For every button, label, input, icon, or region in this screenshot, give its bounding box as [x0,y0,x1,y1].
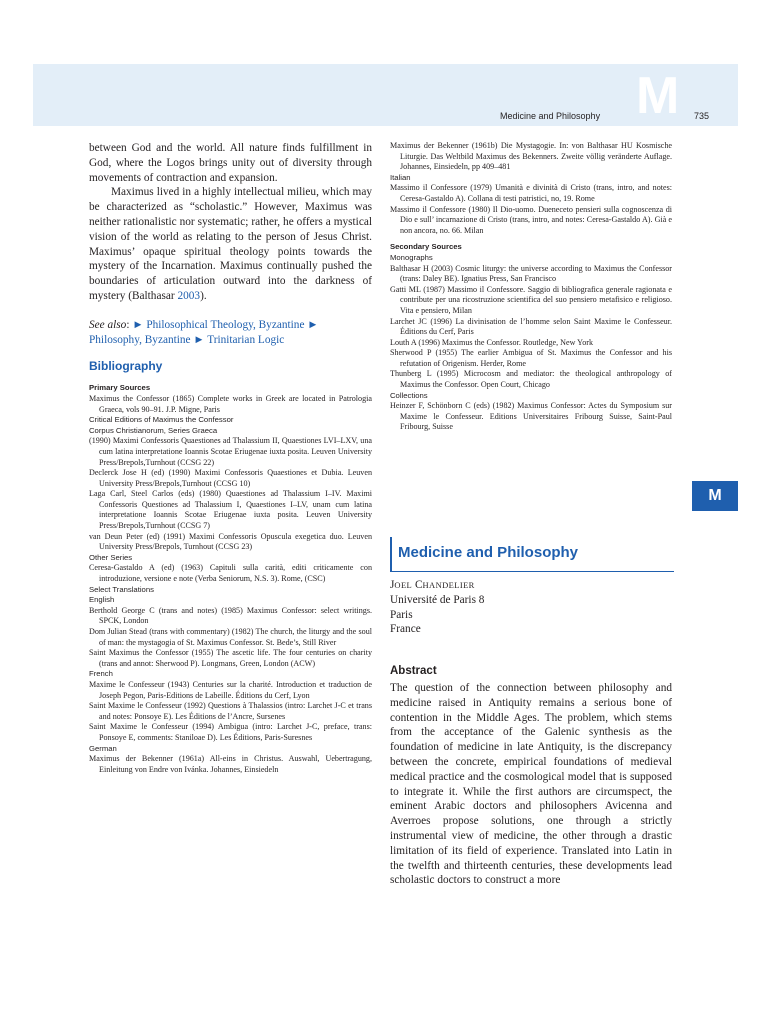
section-letter: M [636,67,680,125]
reference-entry: Maximus der Bekenner (1961a) All-eins in Christus. Auswahl, Uebertragung, Einleitung von Endre von Ivánka. Johannes, Einsiedeln [89,754,372,774]
author-country: France [390,623,421,636]
paragraph-text: Maximus lived in a highly intellectual milieu, which may be characterized as “scholastic.” However, Maximus was neither rationalistic nor systematic; rather, he offers a mystical vision of the world as relating to the person of Jesus Christ. Maximus’ opaque spiritual theology points towards the mystery of the Incarnation. Maximus continually pushed the boundaries of articulation outward into the darkness of mystery (Balthasar [89,186,372,302]
subheading: English [89,595,115,605]
reference-entry: Saint Maxime le Confesseur (1994) Ambigua (intro: Larchet J-C, preface, trans: Ponsoye E, comments: Staniloae D). Les Éditions, Paris-Suresnes [89,722,372,742]
subheading: Italian [390,172,411,182]
author-initial: C [414,579,423,591]
bibliography-heading: Bibliography [89,359,163,374]
reference-entry: Ceresa-Gastaldo A (ed) (1963) Capituli sulla carità, editi criticamente con introduzione, versione e note (Verba Seniorum, N.S. 3). Rome, (CSC) [89,563,372,584]
see-also-link[interactable]: ► Philosophy, Byzantine [89,318,319,346]
running-title: Medicine and Philosophy [500,111,601,121]
entry-title: Medicine and Philosophy [398,544,579,561]
reference-entry: Heinzer F, Schönborn C (eds) (1982) Maximus Confessor: Actes du Symposium sur Maxime le Confesseur. Editions Universitaires Fribourg Suisse, Saint-Paul Fribourg, Suisse [390,401,672,432]
reference-entry: Saint Maximus the Confessor (1955) The ascetic life. The four centuries on charity (trans and annot: Sherwood P). Longmans, Green, London (ACW) [89,648,372,668]
reference-entry: Massimo il Confessore (1979) Umanità e divinità di Cristo (trans, intro, and notes: Ceresa-Gastaldo A). Collana di testi patristici, no, 19. Rome [390,183,672,203]
subheading: Other Series [89,552,133,562]
subheading: German [89,743,117,753]
abstract-body [390,681,672,888]
page-number: 735 [694,111,710,121]
see-also-link[interactable]: ► Philosophical Theology, Byzantine [132,318,305,331]
reference-entry: Saint Maxime le Confesseur (1992) Questions à Thalassios (intro: Larchet J-C et trans and notes: Ponsoye E). Les Éditions de l’Ancre, Sursenes [89,701,372,721]
reference-entry: Larchet JC (1996) La divinisation de l’homme selon Saint Maxime le Confesseur. Éditions du Cerf, Paris [390,316,672,337]
reference-entry: Maximus the Confessor (1865) Complete works in Greek are located in Patrologia Graeca, vols 90–91. J.P. Migne, Paris [89,393,372,414]
reference-entry: Laga Carl, Steel Carlos (eds) (1980) Quaestiones ad Thalassium I–IV. Maximi Confessoris Questiones ad Thalassium I, Quaestiones I–LV, unam cum latina interpretatione Ioannis Scotae Eriugenae iuxta posita. Leuven University Press/Brepols,Turnhout (CCSG 7) [89,489,372,531]
reference-entry: Maxime le Confesseur (1943) Centuries sur la charité. Introduction et traduction de Joseph Pegon, Paris-Editions de Labeille. Éditions du Cerf, Lyon [89,679,372,700]
side-tab-letter: M [692,481,738,511]
subheading: Collections [390,390,428,400]
subheading: Monographs [390,252,433,262]
reference-entry: Gatti ML (1987) Massimo il Confessore. Saggio di bibliografica generale ragionata e contribute per una ricostruzione scientifica del suo pensiero metafisico e religioso. Vita e pensiero, Milan [390,284,672,315]
paragraph-text: ). [200,289,207,302]
reference-entry: Balthasar H (2003) Cosmic liturgy: the universe according to Maximus the Confessor (trans: Daley BE). Ignatius Press, San Francisco [390,263,672,284]
reference-entry: Thunberg L (1995) Microcosm and mediator: the theological anthropology of Maximus the Confessor. Open Court, Chicago [390,369,672,390]
reference-entry: Massimo il Confessore (1980) Il Dio-uomo. Dueneceto pensieri sulla cognoscenza di Dio e sull’ incarnazione di Cristo (trans, intro, and notes: Ceresa-Gastaldo A). Già e non ancora, no. 66. Milan [390,204,672,235]
reference-entry: Dom Julian Stead (trans with commentary) (1982) The church, the liturgy and the soul of man: the mystagogia of St. Maximus Confessor. St. Bede’s, Still River [89,627,372,647]
author-initial: J [390,579,395,591]
subheading: French [89,669,113,679]
author-block [390,578,672,637]
subheading: Secondary Sources [390,242,462,252]
author-city: Paris [390,608,413,621]
abstract-paragraph: The question of the connection between philosophy and medicine raised in Antiquity remains a serious bone of contention in the Middle Ages. The problem, which stems from the acceptance of the Galenic synthesis as the foundation of medicine in late Antiquity, is the discrepancy between the concrete, empirical foundations of medieval medical practice and the cosmological model that is supposed to integrate it. While the first authors are circumspect, the eminent Arabic doctors and philosophers Avicenna and Averroes propose solutions, one through a strictly instrumental view of medicine, the other through a drastic limitation of its field of experience. Translated into Latin in the twelfth and thirteenth centuries, these developments lead scholastic doctors to construct a more [390,682,672,887]
author-affiliation: Université de Paris 8 [390,593,485,606]
body-paragraph [89,185,372,303]
author-smallcaps: HANDELIER [422,580,475,590]
reference-entry: Declerck Jose H (ed) (1990) Maximi Confessoris Quaestiones et Dubia. Leuven University Press/Brepols,Turnhout (CCSG 10) [89,468,372,488]
abstract-heading: Abstract [390,665,437,677]
reference-entry: Berthold George C (trans and notes) (1985) Maximus Confessor: select writings. SPCK, London [89,605,372,626]
subheading: Corpus Christianorum, Series Graeca [89,425,218,435]
subheading: Critical Editions of Maximus the Confessor [89,415,234,425]
citation-link[interactable]: 2003 [177,289,201,302]
subheading: Primary Sources [89,383,151,393]
reference-entry: Maximus der Bekenner (1961b) Die Mystagogie. In: von Balthasar HU Kosmische Liturgie. Das Weltbild Maximus des Bekenners. Zweite völlig veränderte Auflage. Johannes, Einsiedeln, pp 409–481 [390,141,672,172]
author-name [390,578,672,593]
author-smallcaps: OEL [394,580,413,590]
reference-entry: Sherwood P (1955) The earlier Ambigua of St. Maximus the Confessor and his refutation of Origenism. Herder, Rome [390,348,672,368]
right-column [390,141,672,433]
header-band [33,64,738,126]
subheading: Select Translations [89,584,154,594]
body-paragraph: between God and the world. All nature finds fulfillment in God, where the Logos brings unity out of diversity through movements of contraction and expansion. [89,142,372,184]
reference-entry: (1990) Maximi Confessoris Quaestiones ad Thalassium II, Quaestiones LVI–LXV, una cum latina interpretatione Ioannis Scotae Eriugenae iuxta posita. Leuven University Press/Brepols,Turnhout (CCSG 22) [89,436,372,467]
see-also-link[interactable]: ► Trinitarian Logic [193,333,285,346]
left-column [89,141,372,775]
see-also-label: See also [89,318,127,331]
reference-entry: van Deun Peter (ed) (1991) Maximi Confessoris Opuscula exegetica duo. Leuven University Press/Brepols, Turnhout (CCSG 23) [89,531,372,552]
reference-entry: Louth A (1996) Maximus the Confessor. Routledge, New York [390,337,594,347]
see-also: See also: ► Philosophical Theology, Byzantine ► Philosophy, Byzantine ► Trinitarian Logic [89,318,319,346]
